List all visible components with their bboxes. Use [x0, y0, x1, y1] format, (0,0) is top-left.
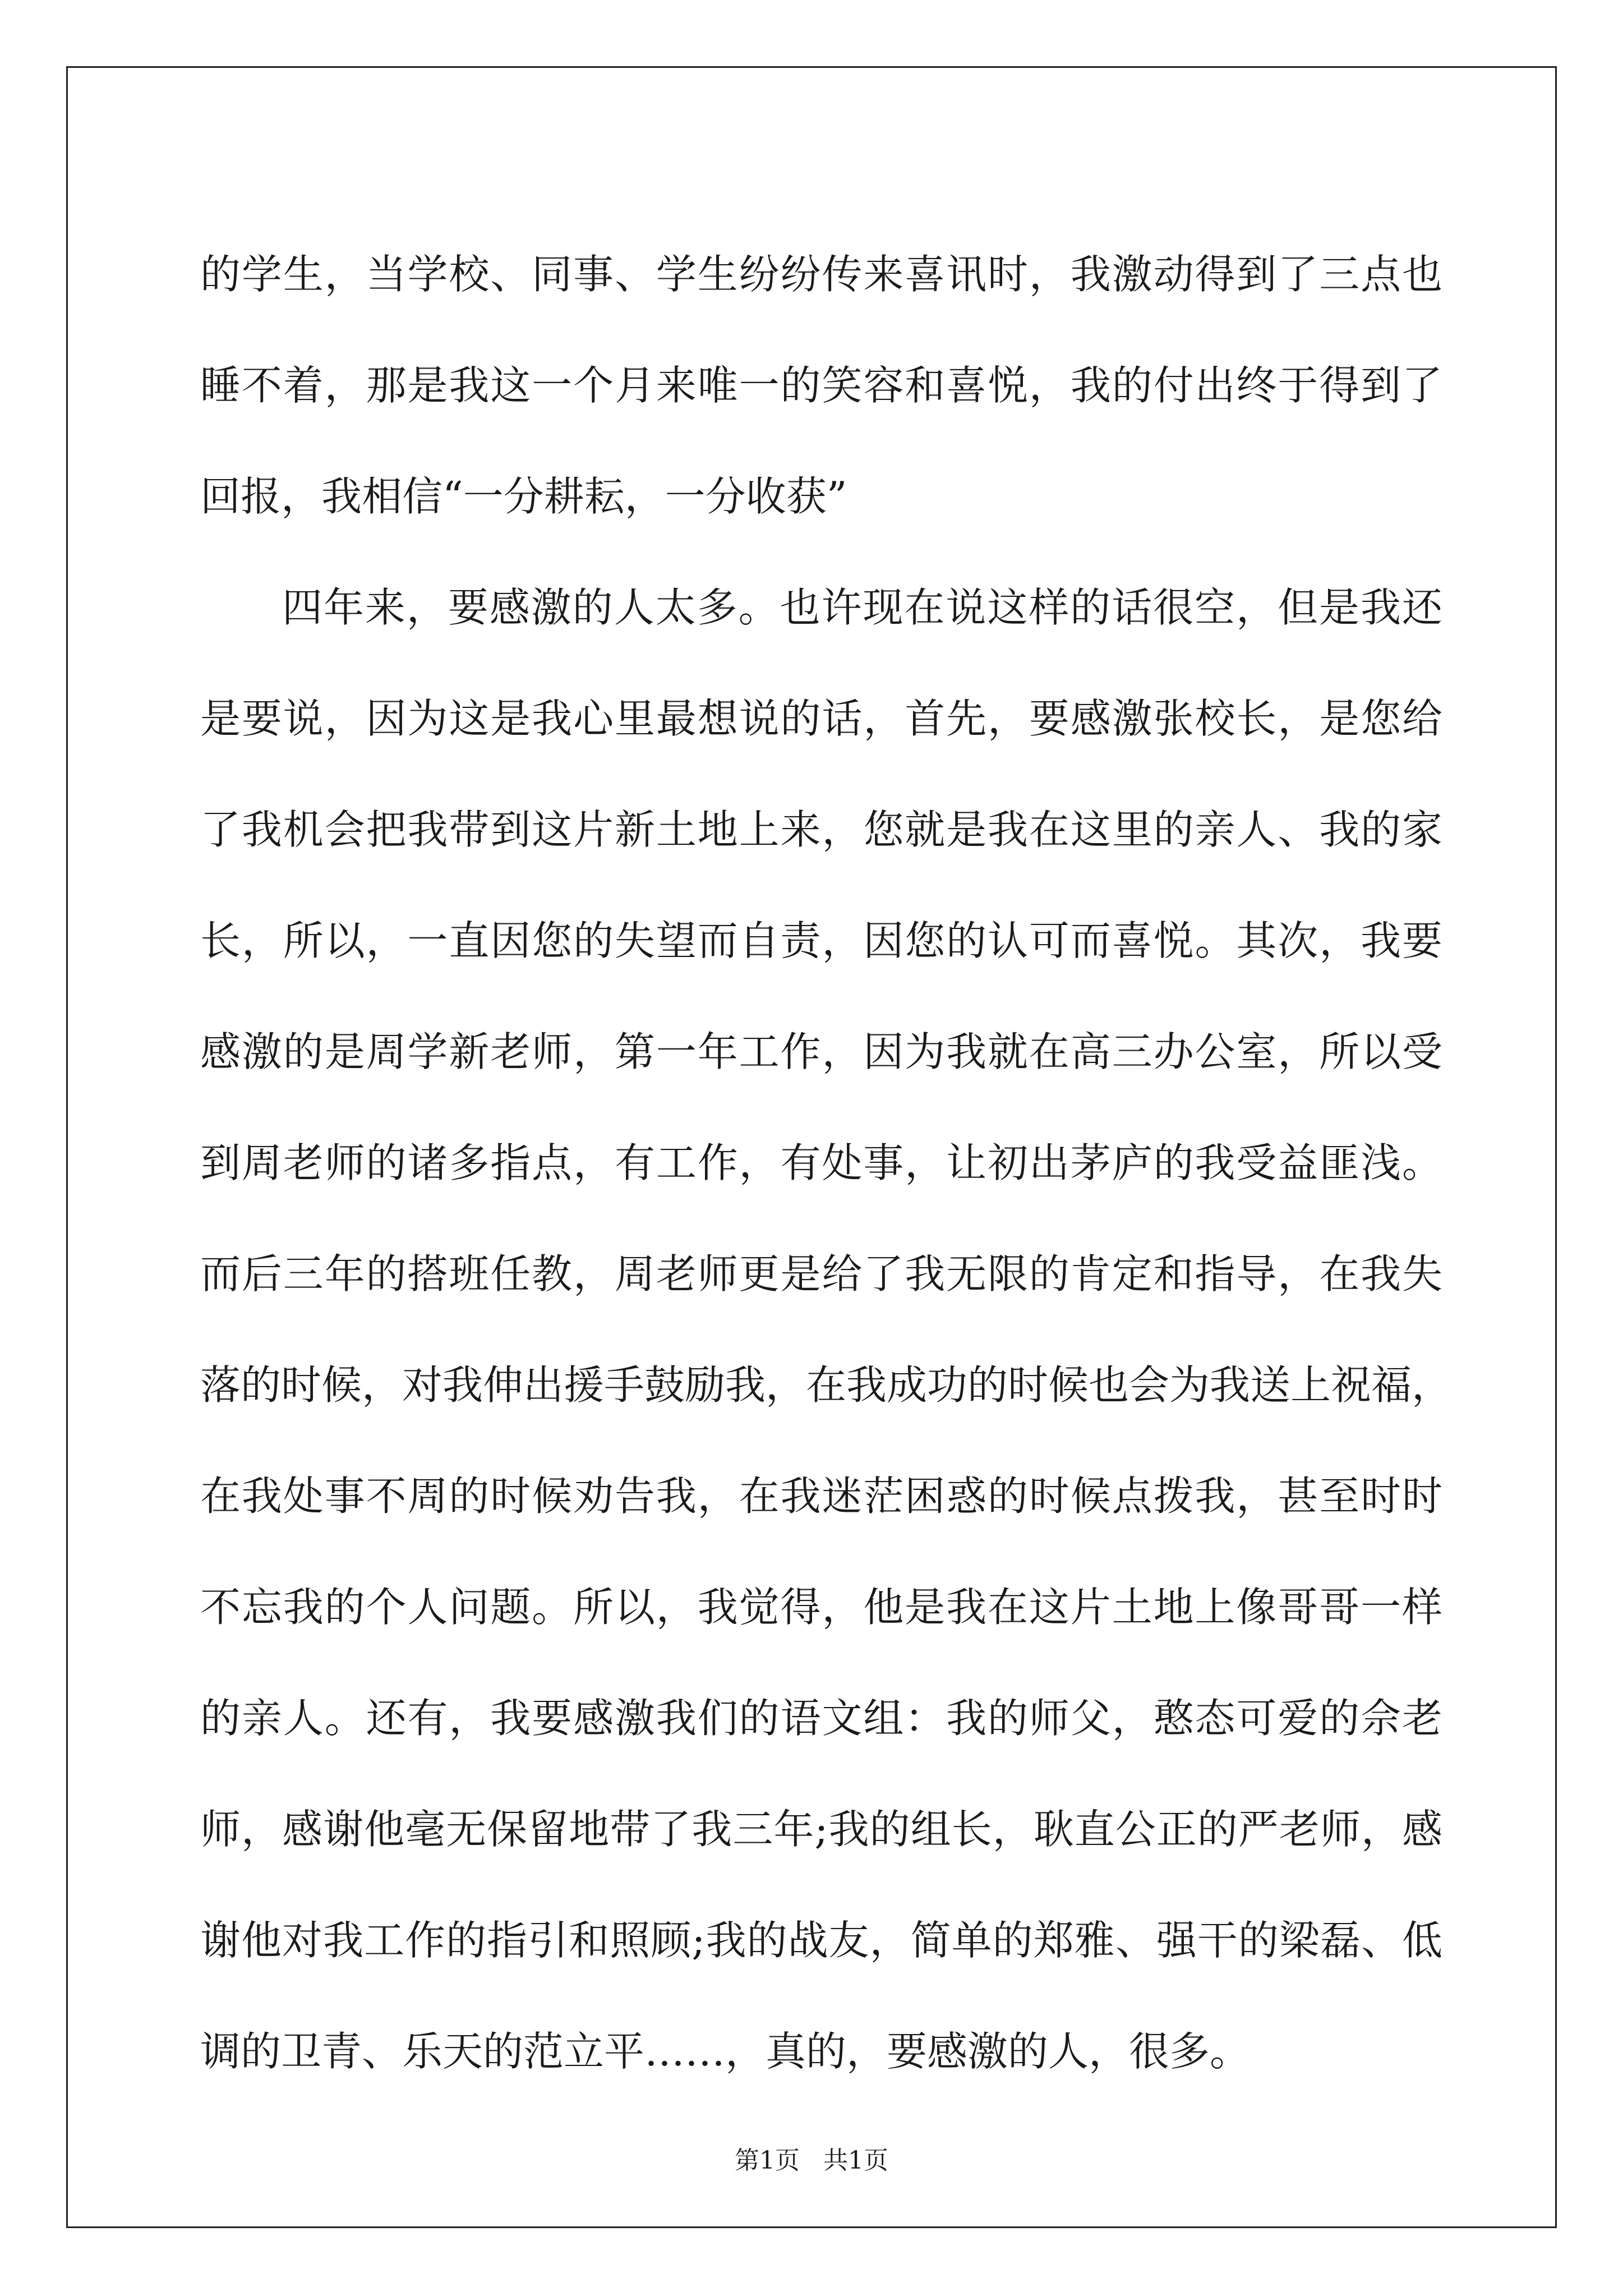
text-line: 是要说，因为这是我心里最想说的话，首先，要感激张校长，是您给	[200, 695, 1442, 742]
text-line: 落的时候，对我伸出援手鼓励我，在我成功的时候也会为我送上祝福，	[200, 1361, 1453, 1409]
text-line: 调的卫青、乐天的范立平……，真的，要感激的人，很多。	[200, 2028, 1251, 2075]
page-number-total: 共1页	[823, 2146, 888, 2175]
text-line: 四年来，要感激的人太多。也许现在说这样的话很空，但是我还	[282, 584, 1442, 631]
page-number-current: 第1页	[735, 2146, 800, 2175]
page-footer	[0, 2144, 1623, 2178]
text-line: 长，所以，一直因您的失望而自责，因您的认可而喜悦。其次，我要	[200, 917, 1442, 964]
text-line: 了我机会把我带到这片新土地上来，您就是我在这里的亲人、我的家	[200, 806, 1442, 853]
text-line: 而后三年的搭班任教，周老师更是给了我无限的肯定和指导，在我失	[200, 1250, 1442, 1297]
text-line: 到周老师的诸多指点，有工作，有处事，让初出茅庐的我受益匪浅。	[200, 1139, 1442, 1186]
footer-spacer	[800, 2146, 823, 2175]
text-line: 不忘我的个人问题。所以，我觉得，他是我在这片土地上像哥哥一样	[200, 1584, 1442, 1631]
text-line: 回报，我相信“一分耕耘，一分收获”	[200, 473, 847, 520]
text-line: 睡不着，那是我这一个月来唯一的笑容和喜悦，我的付出终于得到了	[200, 362, 1442, 409]
text-line: 在我处事不周的时候劝告我，在我迷茫困惑的时候点拨我，甚至时时	[200, 1473, 1442, 1520]
document-body	[200, 219, 1453, 2107]
text-line: 师，感谢他毫无保留地带了我三年;我的组长，耿直公正的严老师，感	[200, 1806, 1442, 1853]
text-line: 谢他对我工作的指引和照顾;我的战友，简单的郑雅、强干的梁磊、低	[200, 1917, 1442, 1964]
text-line: 感激的是周学新老师，第一年工作，因为我就在高三办公室，所以受	[200, 1028, 1442, 1075]
text-line: 的学生，当学校、同事、学生纷纷传来喜讯时，我激动得到了三点也	[200, 251, 1442, 298]
text-line: 的亲人。还有，我要感激我们的语文组：我的师父，憨态可爱的佘老	[200, 1695, 1442, 1742]
